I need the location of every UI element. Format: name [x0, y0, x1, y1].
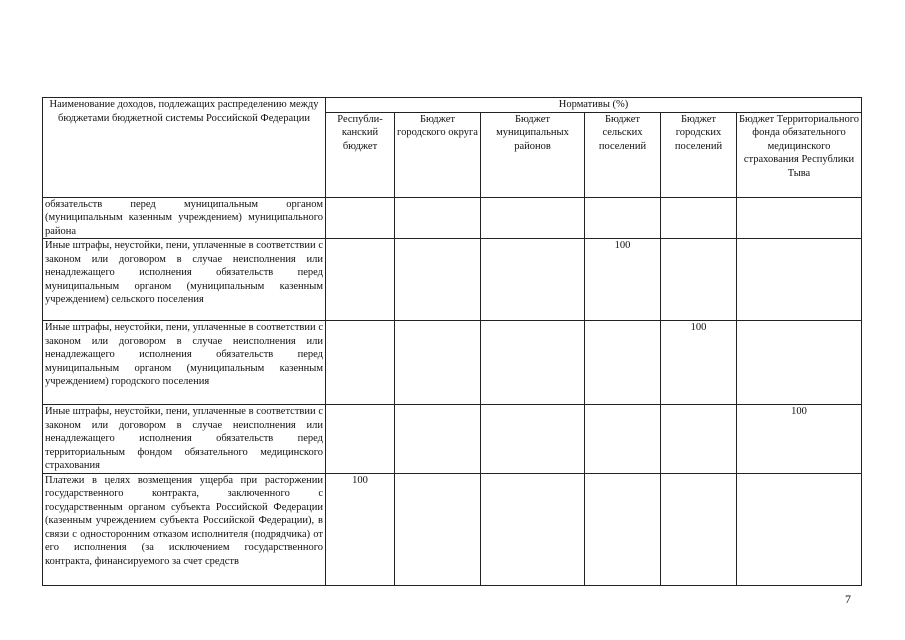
- column-header-municipal-districts-budget: Бюджет муниципальных районов: [481, 112, 585, 197]
- page-number: 7: [845, 592, 851, 606]
- column-header-rural-settlements-budget: Бюджет сельских поселений: [585, 112, 661, 197]
- value-cell: [661, 239, 737, 321]
- value-cell: [395, 473, 481, 585]
- column-header-health-insurance-fund-budget: Бюджет Территориального фонда обязательного медицинского страхования Республики Тыва: [737, 112, 862, 197]
- value-cell: [326, 239, 395, 321]
- normatives-header: Нормативы (%): [326, 98, 862, 113]
- value-cell: [481, 473, 585, 585]
- value-cell: 100: [737, 405, 862, 474]
- revenue-distribution-table: [42, 97, 862, 586]
- value-cell: [395, 321, 481, 405]
- value-cell: [481, 405, 585, 474]
- table-row: [43, 473, 862, 585]
- column-header-republican-budget: Республи-канский бюджет: [326, 112, 395, 197]
- value-cell: [395, 197, 481, 239]
- value-cell: [481, 197, 585, 239]
- value-cell: [737, 239, 862, 321]
- value-cell: [585, 321, 661, 405]
- value-cell: [737, 473, 862, 585]
- table-row: [43, 197, 862, 239]
- value-cell: 100: [585, 239, 661, 321]
- table-row: [43, 405, 862, 474]
- value-cell: [481, 321, 585, 405]
- value-cell: [481, 239, 585, 321]
- table-row: [43, 321, 862, 405]
- column-header-city-district-budget: Бюджет городского округа: [395, 112, 481, 197]
- value-cell: [661, 405, 737, 474]
- revenue-name-cell: обязательств перед муниципальным органом (муниципальным казенным учреждением) муниципального района: [43, 197, 326, 239]
- value-cell: [326, 405, 395, 474]
- value-cell: [585, 405, 661, 474]
- revenue-name-cell: Платежи в целях возмещения ущерба при расторжении государственного контракта, заключенного с государственным органом субъекта Российской Федерации (казенным учреждением субъекта Российской Федерации), в связи с односторонним отказом исполнителя (подрядчика) от его исполнения (за исключением государственного контракта, финансируемого за счет средств: [43, 473, 326, 585]
- table-row: [43, 239, 862, 321]
- revenue-name-cell: Иные штрафы, неустойки, пени, уплаченные в соответствии с законом или договором в случае неисполнения или ненадлежащего исполнения обязательств перед территориальным фондом обязательного медицинского страхования: [43, 405, 326, 474]
- value-cell: [737, 321, 862, 405]
- revenue-name-cell: Иные штрафы, неустойки, пени, уплаченные в соответствии с законом или договором в случае неисполнения или ненадлежащего исполнения обязательств перед муниципальным органом (муниципальным казенным учреждением) сельского поселения: [43, 239, 326, 321]
- value-cell: [395, 405, 481, 474]
- value-cell: [326, 197, 395, 239]
- revenue-name-cell: Иные штрафы, неустойки, пени, уплаченные в соответствии с законом или договором в случае неисполнения или ненадлежащего исполнения обязательств перед муниципальным органом (муниципальным казенным учреждением) городского поселения: [43, 321, 326, 405]
- value-cell: [661, 197, 737, 239]
- column-header-urban-settlements-budget: Бюджет городских поселений: [661, 112, 737, 197]
- value-cell: 100: [326, 473, 395, 585]
- value-cell: [737, 197, 862, 239]
- value-cell: [585, 473, 661, 585]
- value-cell: [585, 197, 661, 239]
- revenue-name-header: Наименование доходов, подлежащих распределению между бюджетами бюджетной системы Российской Федерации: [43, 98, 326, 198]
- value-cell: [395, 239, 481, 321]
- value-cell: [661, 473, 737, 585]
- value-cell: 100: [661, 321, 737, 405]
- value-cell: [326, 321, 395, 405]
